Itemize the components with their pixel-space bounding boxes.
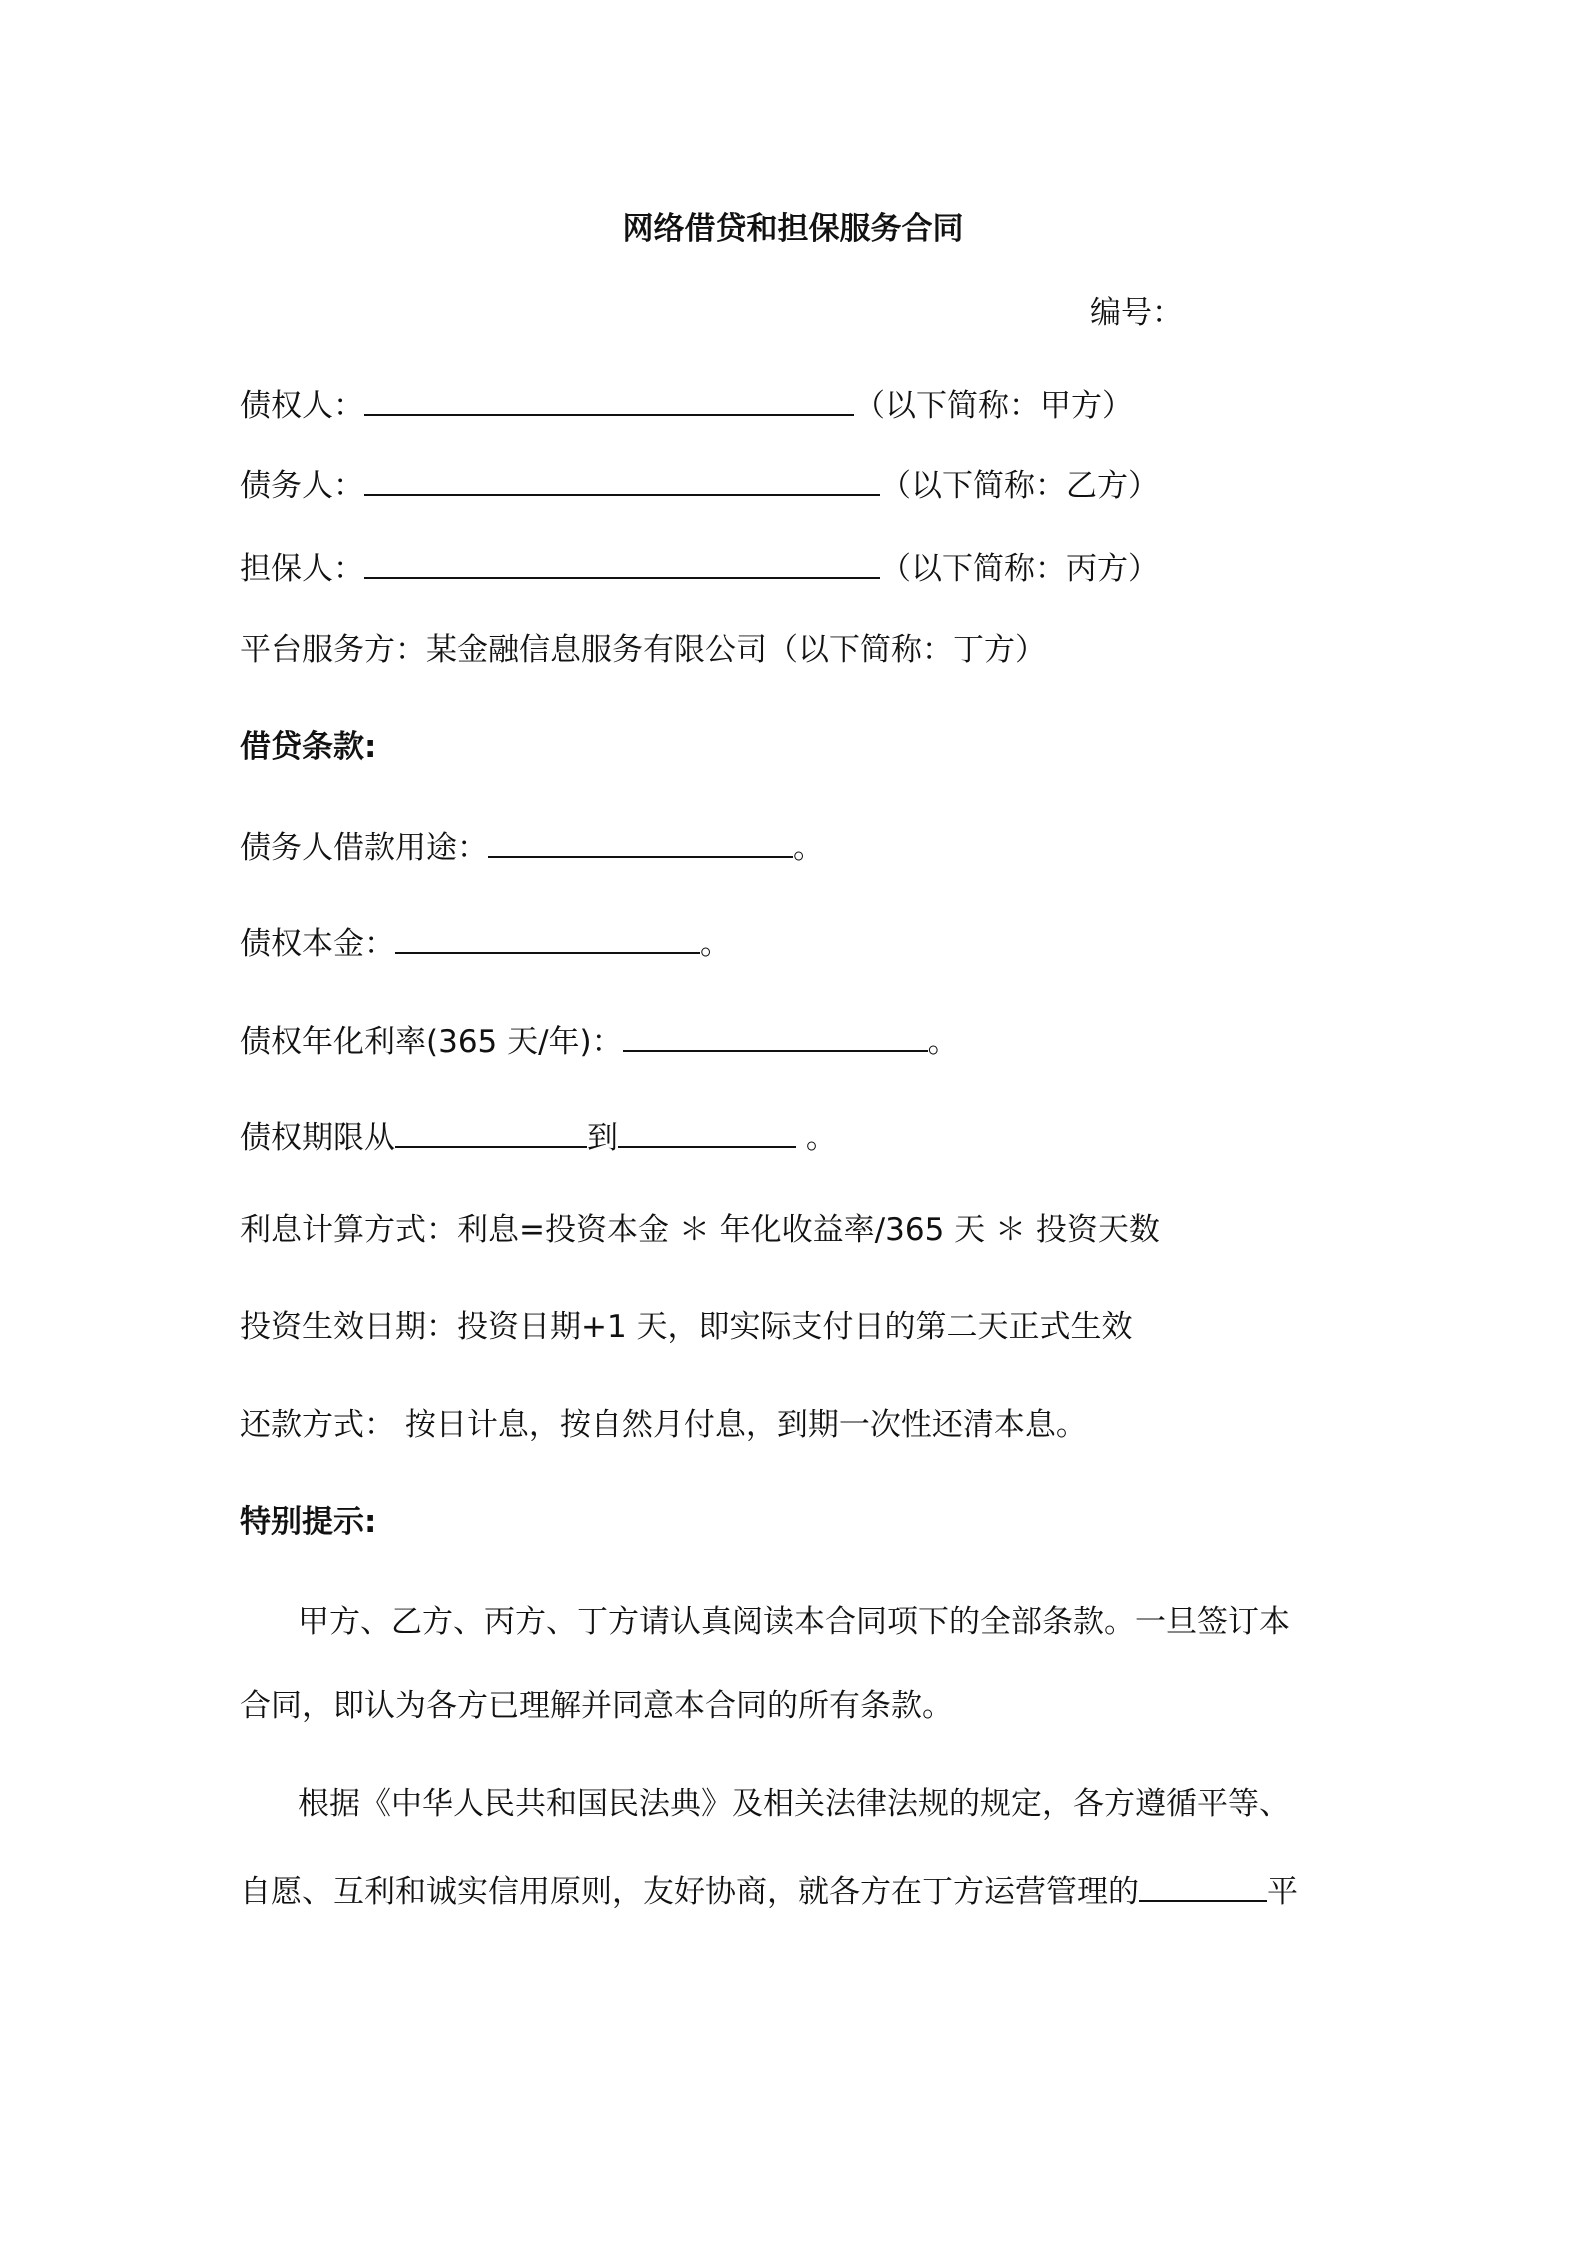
debtor-line [240,460,1159,508]
term-line [240,1112,837,1160]
guarantor-label: 担保人： [240,551,364,587]
platform-name-blank[interactable] [1139,1866,1267,1902]
repayment-line: 还款方式： 按日计息，按自然月付息，到期一次性还清本息。 [240,1407,1087,1443]
notice-para1-line2: 合同，即认为各方已理解并同意本合同的所有条款。 [240,1688,953,1724]
loan-terms-heading: 借贷条款: [240,729,377,765]
term-to-blank[interactable] [618,1112,796,1148]
guarantor-line [240,543,1159,591]
platform-line: 平台服务方：某金融信息服务有限公司（以下简称：丁方） [240,632,1046,668]
rate-period: 。 [927,1024,959,1060]
notice-para2-text: 自愿、互利和诚实信用原则，友好协商，就各方在丁方运营管理的 [240,1874,1139,1910]
contract-number-label: 编号： [1090,295,1183,331]
notice-para2-tail: 平 [1267,1874,1298,1910]
principal-line [240,918,731,966]
creditor-line [240,380,1133,428]
purpose-blank[interactable] [488,822,793,858]
notice-para2-line2 [240,1866,1298,1914]
guarantor-alias: （以下简称：丙方） [880,551,1159,587]
debtor-blank[interactable] [364,460,880,496]
term-to-label: 到 [587,1120,618,1156]
rate-blank[interactable] [623,1016,928,1052]
term-from-label: 债权期限从 [240,1120,395,1156]
rate-label: 债权年化利率(365 天/年)： [240,1024,623,1060]
special-notice-heading: 特别提示: [240,1504,377,1540]
purpose-line [240,822,824,870]
interest-calc-line: 利息计算方式：利息=投资本金 ＊ 年化收益率/365 天 ＊ 投资天数 [240,1212,1160,1248]
creditor-blank[interactable] [364,380,854,416]
purpose-label: 债务人借款用途： [240,830,488,866]
document-title: 网络借贷和担保服务合同 [622,211,964,247]
notice-para2-line1: 根据《中华人民共和国民法典》及相关法律法规的规定，各方遵循平等、 [298,1786,1290,1822]
notice-para1-line1: 甲方、乙方、丙方、丁方请认真阅读本合同项下的全部条款。一旦签订本 [298,1604,1290,1640]
principal-period: 。 [700,926,731,962]
rate-line [240,1016,959,1064]
principal-blank[interactable] [395,918,700,954]
debtor-label: 债务人： [240,468,364,504]
purpose-period: 。 [793,830,824,866]
guarantor-blank[interactable] [364,543,880,579]
debtor-alias: （以下简称：乙方） [880,468,1159,504]
term-period: 。 [805,1120,837,1156]
creditor-label: 债权人： [240,388,364,424]
creditor-alias: （以下简称：甲方） [854,388,1133,424]
principal-label: 债权本金： [240,926,395,962]
term-from-blank[interactable] [395,1112,587,1148]
effective-date-line: 投资生效日期：投资日期+1 天，即实际支付日的第二天正式生效 [240,1309,1133,1345]
